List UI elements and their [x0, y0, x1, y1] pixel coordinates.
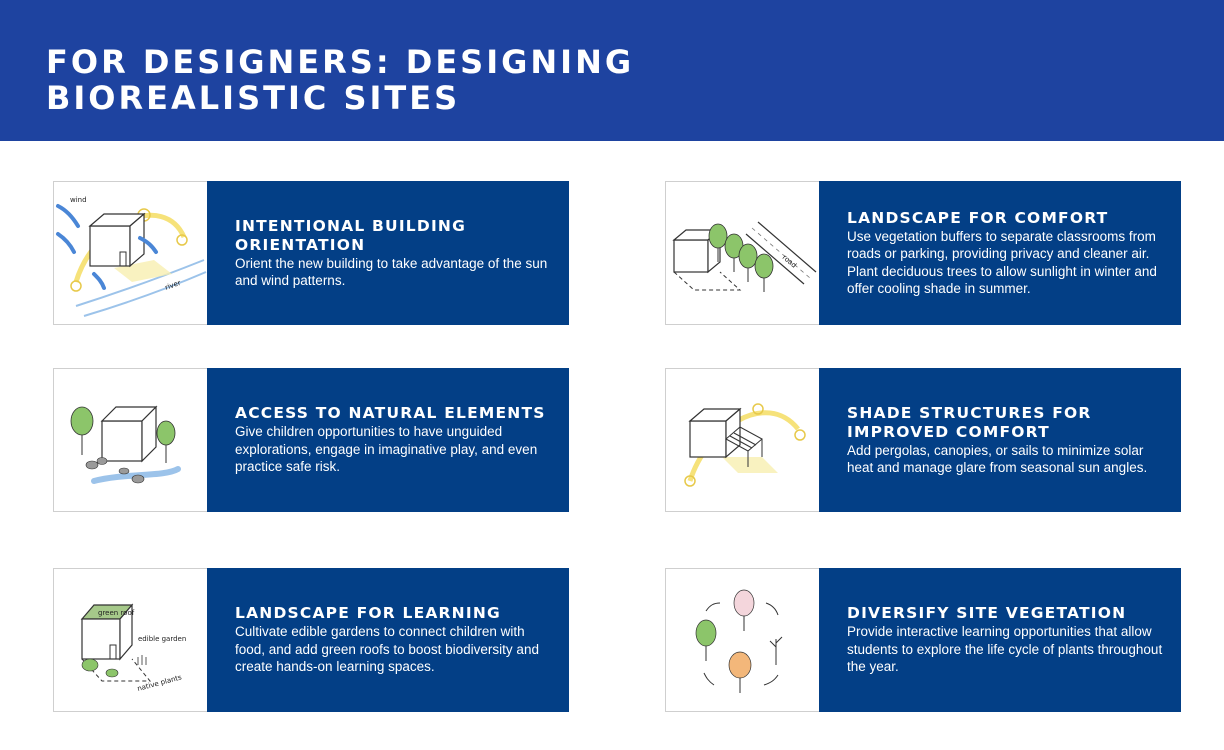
page-title-line-1: FOR DESIGNERS: DESIGNING	[46, 43, 635, 81]
card-title: ACCESS TO NATURAL ELEMENTS	[235, 404, 546, 423]
card-access-to-natural-elements	[53, 368, 568, 512]
card-description: Cultivate edible gardens to connect children with food, and add green roofs to boost biodiversity and create hands-on learning spaces.	[235, 624, 539, 675]
plant-life-cycle-illustration	[666, 569, 819, 711]
tree-icon	[696, 590, 782, 693]
card-panel	[207, 568, 569, 712]
card-description: Use vegetation buffers to separate classrooms from roads or parking, providing privacy and cleaner air. Plant deciduous trees to allow sunlight in winter and offer cooling shade in summer.	[847, 228, 1157, 296]
card-landscape-for-comfort	[665, 181, 1180, 325]
page-title-line-2: BIOREALISTIC SITES	[46, 79, 461, 117]
shade-structure-illustration	[666, 369, 819, 511]
card-description: Give children opportunities to have unguided explorations, engage in imaginative play, and even practice safe risk.	[235, 424, 538, 475]
green-roof-illustration	[54, 569, 207, 711]
card-title: LANDSCAPE FOR COMFORT	[847, 208, 1109, 227]
river-label: river	[163, 278, 182, 292]
wind-label: wind	[70, 196, 87, 204]
card-intentional-building-orientation	[53, 181, 568, 325]
road-label: road	[780, 253, 798, 270]
card-title: SHADE STRUCTURES FOR IMPROVED COMFORT	[847, 403, 1092, 441]
card-description: Provide interactive learning opportunities that allow students to explore the life cycle of plants throughout the year.	[847, 624, 1163, 675]
card-description: Add pergolas, canopies, or sails to minimize solar heat and manage glare from seasonal sun angles.	[847, 442, 1148, 475]
page-header	[0, 0, 1224, 141]
card-diversify-site-vegetation	[665, 568, 1180, 712]
card-shade-structures	[665, 368, 1180, 512]
edible-garden-label: edible garden	[138, 635, 187, 643]
card-panel	[819, 368, 1181, 512]
card-panel	[819, 181, 1181, 325]
natural-elements-illustration	[54, 369, 207, 511]
vegetation-buffer-illustration	[666, 182, 819, 324]
card-title: DIVERSIFY SITE VEGETATION	[847, 604, 1127, 623]
card-panel	[207, 181, 569, 325]
building-orientation-illustration	[54, 182, 207, 324]
card-panel	[207, 368, 569, 512]
card-title: INTENTIONAL BUILDING ORIENTATION	[235, 216, 467, 254]
card-title: LANDSCAPE FOR LEARNING	[235, 604, 501, 623]
native-plants-label: native plants	[136, 673, 183, 693]
card-landscape-for-learning	[53, 568, 568, 712]
card-description: Orient the new building to take advantage of the sun and wind patterns.	[235, 255, 548, 288]
page-title	[46, 44, 746, 116]
green-roof-label: green roof	[98, 609, 135, 617]
card-panel	[819, 568, 1181, 712]
